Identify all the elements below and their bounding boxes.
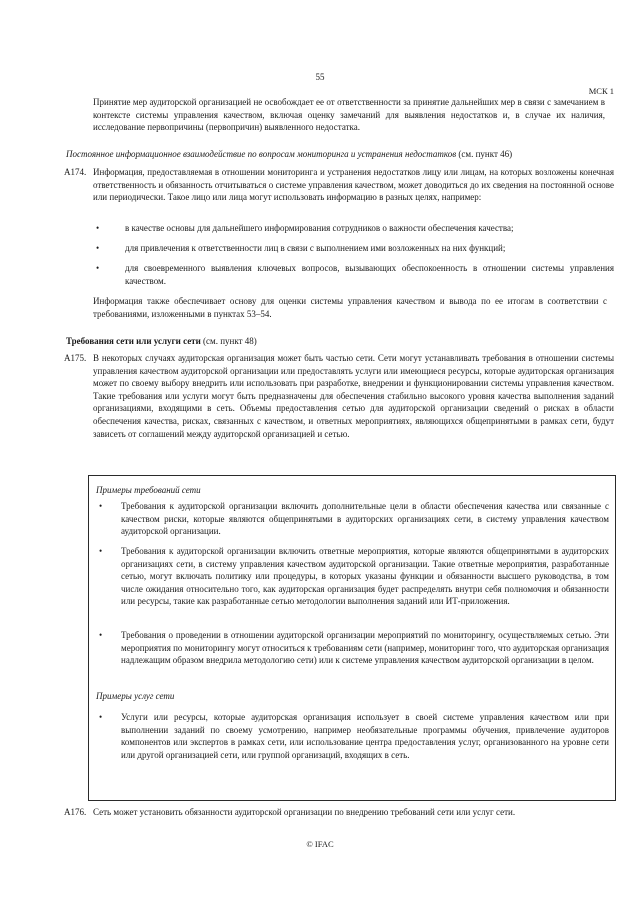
section-heading-network [66, 335, 606, 348]
a174-bullet-3: для своевременного выявления ключевых вопросов, вызывающих обеспокоенность в отношении системы управления качеством. [125, 263, 614, 286]
bullet-marker: • [99, 630, 103, 640]
paragraph-a175-text: В некоторых случаях аудиторская организация может быть частью сети. Сети могут устанавливать требования в отношении системы управления качеством аудиторской организации или предоставлять услуги или имеющиеся ресурсы, которые аудиторская организация может по своему выбору внедрить или использовать при разработке, внедрении и функционировании системы управления качеством. Такие требования или услуги могут быть предназначены для обеспечения стабильно высокого уровня качества выполнения заданий организациями, входящими в сеть. Объемы предоставления сетью для аудиторской организации сведений о рисках в области обеспечения качества, рисках, связанных с качеством, и ответных мероприятиях, являющихся общепринятыми в рамках сети, будут зависеть от соглашений между аудиторской организацией и сетью. [93, 353, 614, 439]
paragraph-number-a175: A175. [64, 353, 87, 363]
bullet-marker: • [96, 243, 100, 253]
paragraph-a176-text: Сеть может установить обязанности аудиторской организации по внедрению требований сети или услуг сети. [93, 807, 516, 817]
paragraph-number-a174: A174. [64, 167, 87, 177]
section-heading-monitoring-ref: (см. пункт 46) [456, 149, 513, 159]
section-heading-network-ref: (см. пункт 48) [200, 336, 257, 346]
document-code: МСК 1 [588, 86, 614, 96]
bullet-marker: • [96, 263, 100, 273]
intro-paragraph: Принятие мер аудиторской организацией не освобождает ее от ответственности за принятие дальнейших мер в связи с замечанием в контексте системы управления качеством, включая оценку замечаний для выявления недостатков и, в случае их наличия, исследование первопричины (первопричин) выявленного недостатка. [93, 97, 605, 133]
requirement-example-1: Требования к аудиторской организации включить дополнительные цели в области обеспечения качества или связанные с качеством риски, которые являются общепринятыми в аудиторских организациях сети, в систему управления качеством аудиторской организации. [121, 501, 609, 537]
requirement-example-3: Требования о проведении в отношении аудиторской организации мероприятий по мониторингу, осуществляемых сетью. Эти мероприятия по мониторингу могут относиться к требованиям сети (например, мониторинг того, что аудиторская организация надлежащим образом внедрила методологию сети) или к системе управления качеством аудиторской организации в целом. [121, 630, 609, 666]
paragraph-a174-text: Информация, предоставляемая в отношении мониторинга и устранения недостатков лицу или лицам, на которых возложены конечная ответственность и обязанность отчитываться о системе управления качеством, может доводиться до их сведения на постоянной основе или периодически. Такое лицо или лица могут использовать информацию в разных целях, например: [93, 167, 614, 203]
section-heading-network-title: Требования сети или услуги сети [66, 336, 201, 346]
bullet-marker: • [96, 223, 100, 233]
examples-requirements-title: Примеры требований сети [96, 485, 201, 495]
paragraph-a174-closing: Информация также обеспечивает основу для оценки системы управления качеством и вывода по ее итогам в соответствии с требованиями, изложенными в пунктах 53–54. [93, 296, 607, 319]
examples-services-title: Примеры услуг сети [96, 691, 175, 701]
a174-bullet-2: для привлечения к ответственности лиц в связи с выполнением ими возложенных на них функций; [125, 243, 506, 253]
bullet-marker: • [99, 712, 103, 722]
section-heading-monitoring-title: Постоянное информационное взаимодействие по вопросам мониторинга и устранения недостатков [66, 149, 457, 159]
requirement-example-2: Требования к аудиторской организации включить ответные мероприятия, которые являются общепринятыми в аудиторских организациях сети, в систему управления качеством аудиторской организации. Такие ответные мероприятия, разработанные сетью, могут включать политику или процедуры, в которых указаны функции и обязанности высшего руководства, в том числе ожидания относительно того, как аудиторская организация будет распределять внутри себя полномочия и обязанности или ресурсы, такие как разработанные сетью методологии выполнения заданий или ИТ-приложения. [121, 546, 609, 607]
section-heading-monitoring [66, 148, 606, 161]
bullet-marker: • [99, 501, 103, 511]
paragraph-number-a176: A176. [64, 807, 87, 817]
page-number: 55 [315, 72, 325, 82]
bullet-marker: • [99, 546, 103, 556]
a174-bullet-1: в качестве основы для дальнейшего информирования сотрудников о важности обеспечения качества; [125, 223, 514, 233]
footer-copyright: © IFAC [306, 839, 334, 849]
service-example-1: Услуги или ресурсы, которые аудиторская организация использует в своей системе управления качеством или при выполнении заданий по своему усмотрению, например необязательные программы обучения, привлечение аудиторов компонентов или экспертов в рамках сети, или использование центра предоставления услуг, организованного на уровне сети или другой организацией сети, или группой организаций, входящих в сеть. [121, 712, 609, 760]
